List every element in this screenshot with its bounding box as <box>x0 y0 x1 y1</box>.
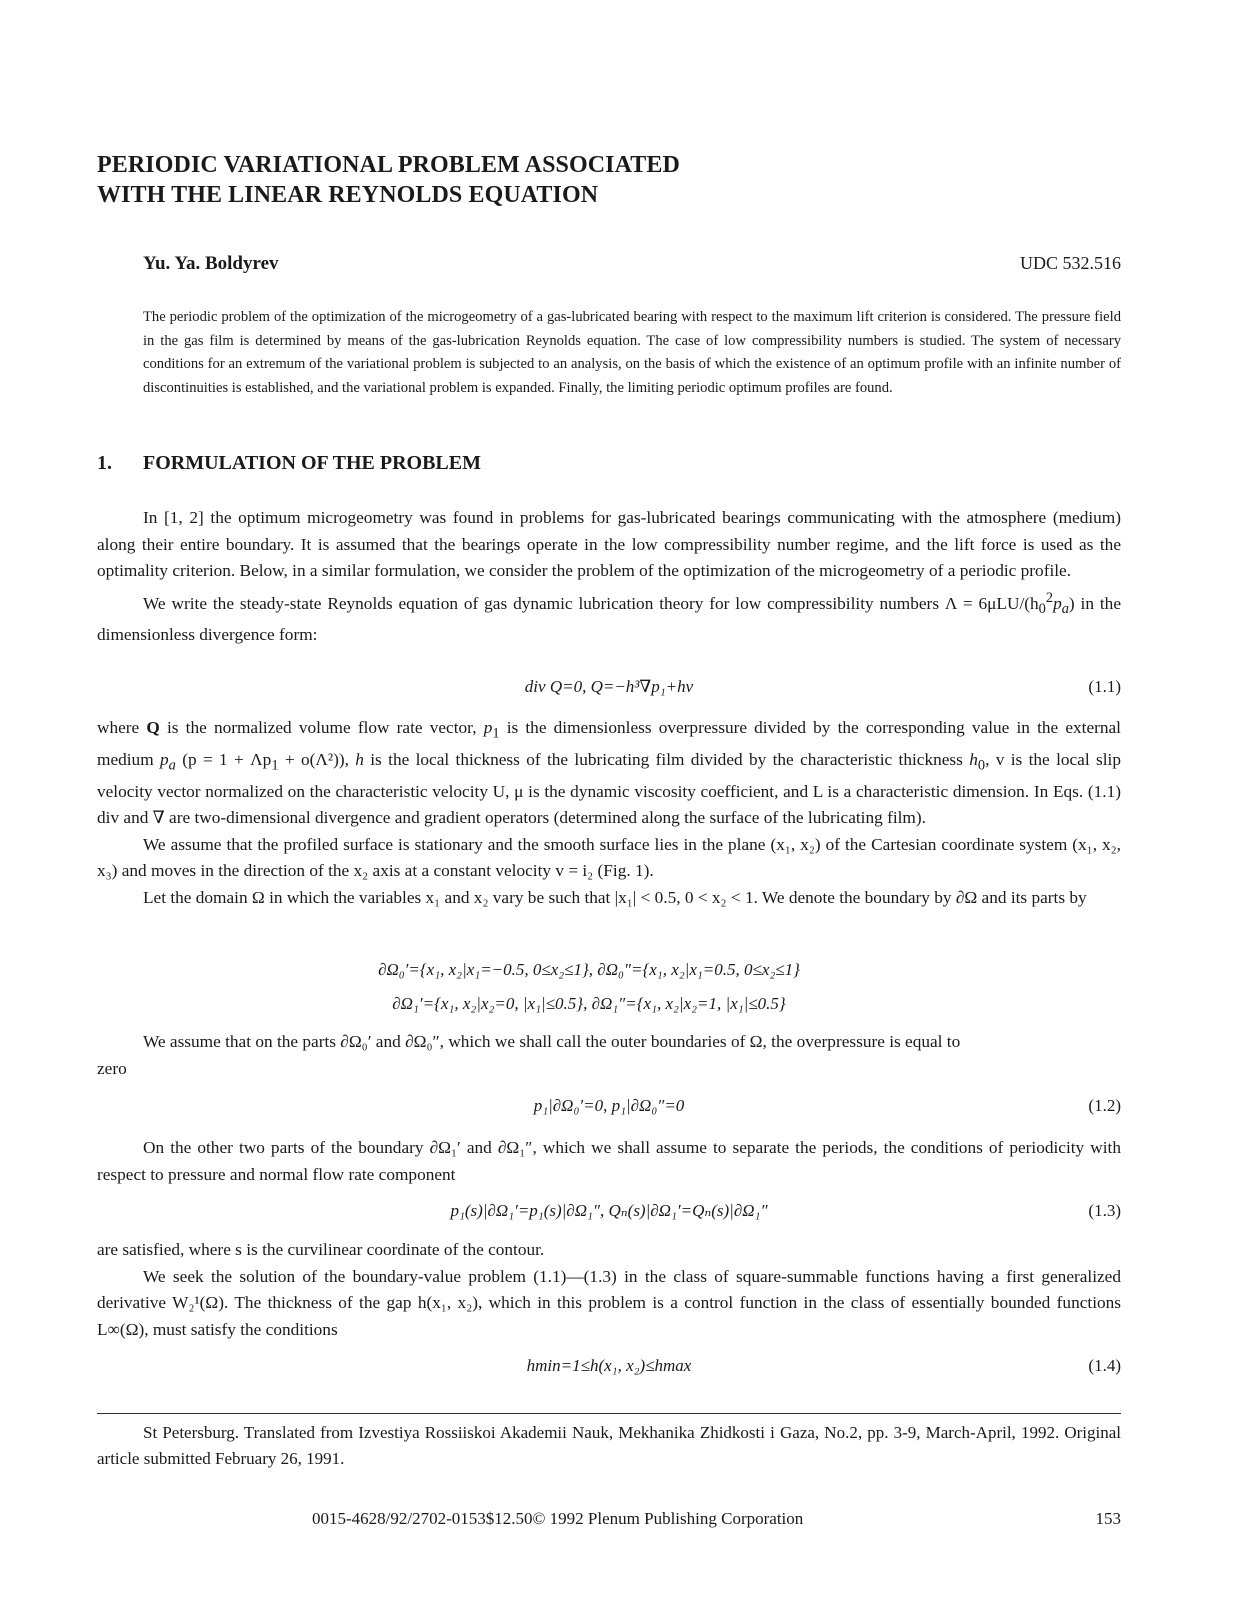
equation-1-2 <box>97 1096 1121 1122</box>
equation-1-4-expr: hmin=1≤h(x₁, x₂)≤hmax <box>526 1356 692 1375</box>
boundary-definition-2 <box>97 994 1121 1020</box>
title-line-1: PERIODIC VARIATIONAL PROBLEM ASSOCIATED <box>97 152 680 178</box>
equation-1-1 <box>97 677 1121 703</box>
paragraph-2: We write the steady-state Reynolds equation of gas dynamic lubrication theory for low compressibility numbers $\Lambda = 6\mu LU/(h_0^2p_a)$ in the dimensionless divergence form: <box>97 589 1121 645</box>
paper-title <box>97 150 680 210</box>
equation-1-1-number: (1.1) <box>1088 677 1121 696</box>
section-heading <box>97 452 481 475</box>
copyright-line: 0015-4628/92/2702-0153$12.50© 1992 Plenum Publishing Corporation <box>312 1509 804 1528</box>
body-block-3 <box>97 1029 1121 1082</box>
equation-1-3 <box>97 1201 1121 1227</box>
equation-1-1-expr: div Q=0, Q=−h³∇p₁+hv <box>524 677 694 696</box>
section-title: FORMULATION OF THE PROBLEM <box>143 452 481 474</box>
equation-1-2-expr: p₁|∂Ω₀′=0, p₁|∂Ω₀″=0 <box>533 1096 685 1115</box>
page-number: 153 <box>1095 1509 1121 1528</box>
equation-1-4-number: (1.4) <box>1088 1356 1121 1375</box>
boundary-definition-1-expr: ∂Ω₀′={x₁, x₂|x₁=−0.5, 0≤x₂≤1}, ∂Ω₀″={x₁, x₂|x₁=0.5, 0≤x₂≤1} <box>378 960 800 979</box>
author-name: Yu. Ya. Boldyrev <box>143 253 279 274</box>
paragraph-6-zero: zero <box>97 1058 127 1078</box>
body-block-1 <box>97 505 1121 649</box>
paragraph-9: We seek the solution of the boundary-value problem (1.1)—(1.3) in the class of square-summable functions having a first generalized derivative W₂¹(Ω). The thickness of the gap h(x₁, x₂), which in this problem is a control function in the class of essentially bounded functions L∞(Ω), must satisfy the conditions <box>97 1266 1121 1339</box>
body-block-2 <box>97 715 1121 911</box>
equation-1-4 <box>97 1356 1121 1382</box>
paragraph-1: In [1, 2] the optimum microgeometry was found in problems for gas-lubricated bearings communicating with the atmosphere (medium) along their entire boundary. It is assumed that the bearings operate in the low compressibility number regime, and the lift force is used as the optimality criterion. Below, in a similar formulation, we consider the problem of the optimization of the microgeometry of a periodic profile. <box>97 508 1121 580</box>
paragraph-7: On the other two parts of the boundary ∂Ω₁′ and ∂Ω₁″, which we shall assume to separate the periods, the conditions of periodicity with respect to pressure and normal flow rate component <box>97 1138 1121 1184</box>
equation-1-3-expr: p₁(s)|∂Ω₁′=p₁(s)|∂Ω₁″, Qₙ(s)|∂Ω₁′=Qₙ(s)|∂Ω₁″ <box>450 1201 768 1220</box>
body-block-4 <box>97 1135 1121 1188</box>
boundary-definition-2-expr: ∂Ω₁′={x₁, x₂|x₂=0, |x₁|≤0.5}, ∂Ω₁″={x₁, x₂|x₂=1, |x₁|≤0.5} <box>392 994 786 1013</box>
body-block-5 <box>97 1237 1121 1343</box>
abstract <box>143 306 1121 400</box>
title-line-2: WITH THE LINEAR REYNOLDS EQUATION <box>97 182 599 208</box>
footnote-divider <box>97 1413 1121 1414</box>
paragraph-3: where Q is the normalized volume flow rate vector, $p_1$ is the dimensionless overpressure divided by the corresponding value in the external medium $p_a$ $(p = 1 + \Lambda p_1 + o(\Lambda^2))$, h is the local thickness of the lubricating film divided by the characteristic thickness $h_0$, v is the local slip velocity vector normalized on the characteristic velocity U, μ is the dynamic viscosity coefficient, and L is a characteristic dimension. In Eqs. (1.1) div and ∇ are two-dimensional divergence and gradient operators (determined along the surface of the lubricating film). <box>97 718 1121 828</box>
paragraph-4: We assume that the profiled surface is stationary and the smooth surface lies in the plane (x₁, x₂) of the Cartesian coordinate system (x₁, x₂, x₃) and moves in the direction of the x₂ axis at a constant velocity v = i₂ (Fig. 1). <box>97 834 1121 881</box>
paragraph-8: are satisfied, where s is the curvilinear coordinate of the contour. <box>97 1240 545 1259</box>
abstract-text: The periodic problem of the optimization of the microgeometry of a gas-lubricated bearing with respect to the maximum lift criterion is considered. The pressure field in the gas film is determined by means of the gas-lubrication Reynolds equation. The case of low compressibility numbers is studied. The system of necessary conditions for an extremum of the variational problem is subjected to an analysis, on the basis of which the existence of an optimum profile with an infinite number of discontinuities is established, and the variational problem is expanded. Finally, the limiting periodic optimum profiles are found. <box>143 309 1121 396</box>
paragraph-5: Let the domain Ω in which the variables x₁ and x₂ vary be such that |x₁| < 0.5, 0 < x₂ < 1. We denote the boundary by ∂Ω and its parts by <box>143 887 1087 907</box>
paragraph-6: We assume that on the parts ∂Ω₀′ and ∂Ω₀″, which we shall call the outer boundaries of Ω, the overpressure is equal to <box>143 1032 961 1051</box>
equation-1-3-number: (1.3) <box>1088 1201 1121 1220</box>
footnote: St Petersburg. Translated from Izvestiya Rossiiskoi Akademii Nauk, Mekhanika Zhidkosti i Gaza, No.2, pp. 3-9, March-April, 1992. Original article submitted February 26, 1991. <box>97 1423 1121 1468</box>
udc-code: UDC 532.516 <box>1019 253 1121 273</box>
equation-1-2-number: (1.2) <box>1088 1096 1121 1115</box>
section-number: 1. <box>97 452 112 474</box>
boundary-definition-1 <box>97 960 1121 986</box>
